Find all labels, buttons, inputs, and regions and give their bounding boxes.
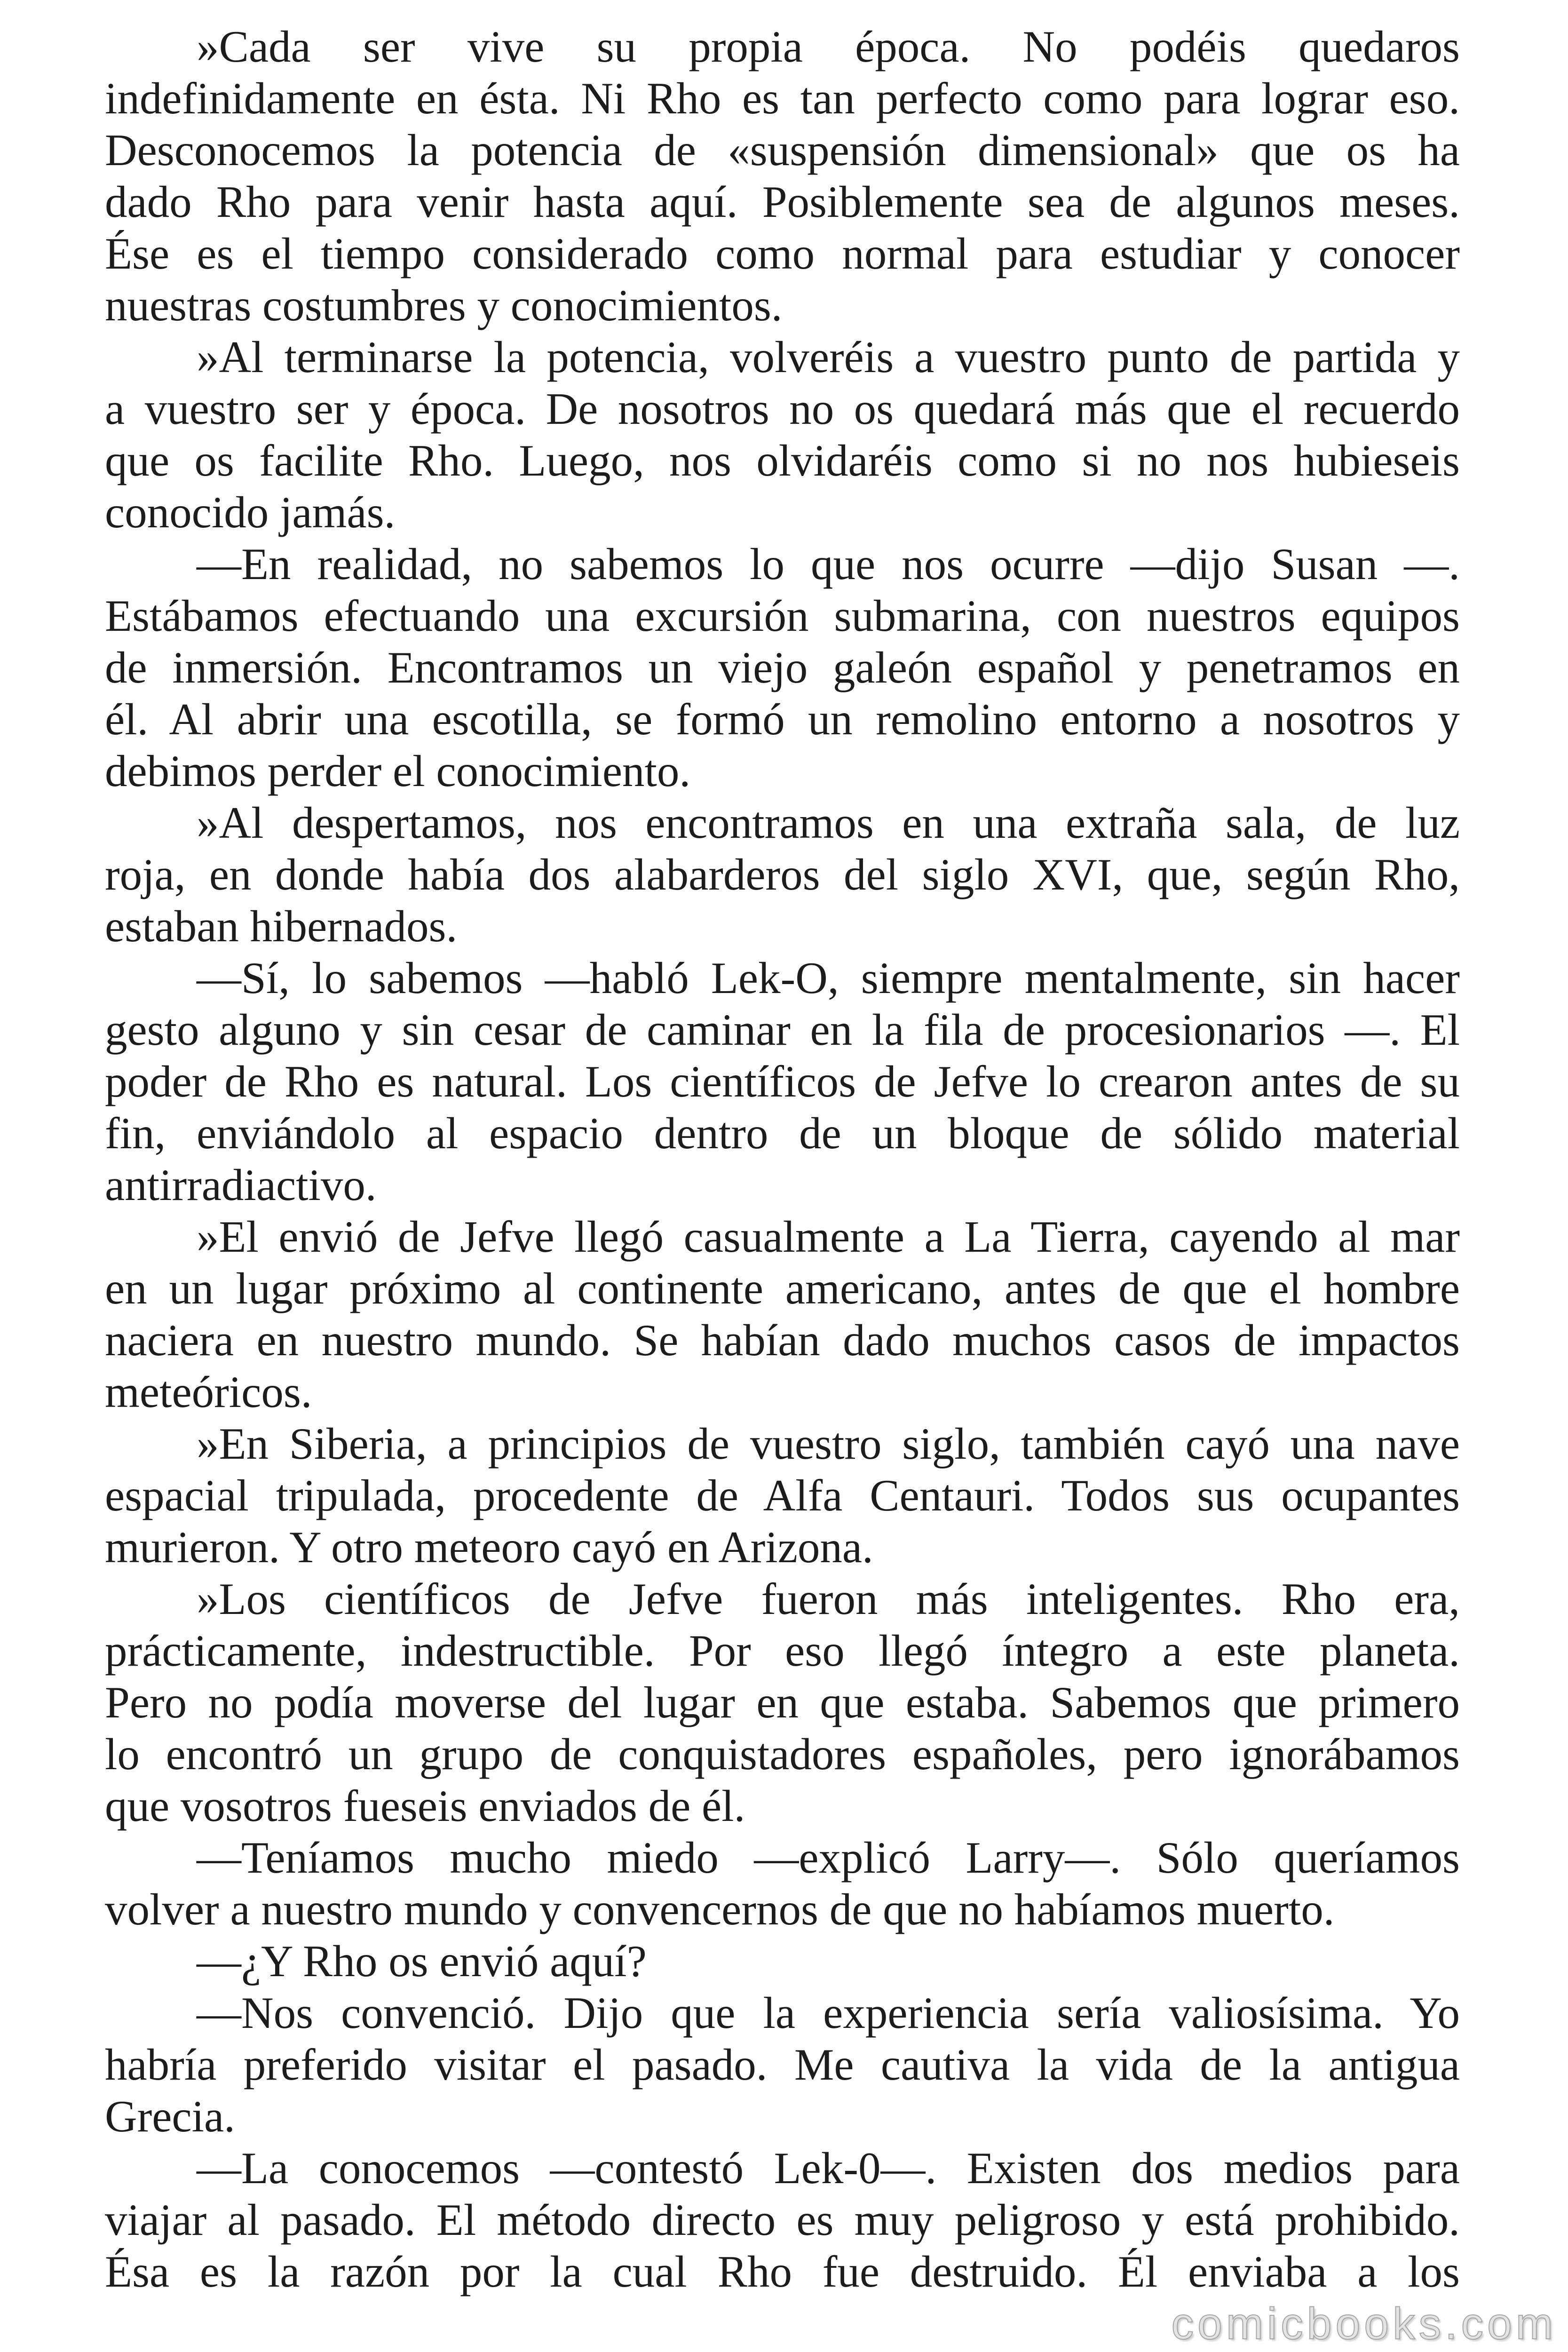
text-line: Ésa es la razón por la cual Rho fue destruido. Él enviaba a los [105, 2247, 1460, 2296]
text-line: —Nos convenció. Dijo que la experiencia sería valiosísima. Yo [197, 1988, 1460, 2038]
paragraph [105, 1418, 1460, 1573]
text-line: Grecia. [105, 2091, 235, 2141]
text-line: en un lugar próximo al continente americano, antes de que el hombre [105, 1263, 1460, 1313]
text-line: indefinidamente en ésta. Ni Rho es tan perfecto como para lograr eso. [105, 73, 1460, 123]
paragraph [105, 952, 1460, 1211]
text-line: habría preferido visitar el pasado. Me cautiva la vida de la antigua [105, 2040, 1460, 2090]
text-line: —La conocemos —contestó Lek-0—. Existen dos medios para [197, 2143, 1460, 2193]
text-line: gesto alguno y sin cesar de caminar en la fila de procesionarios —. El [105, 1005, 1460, 1055]
text-line: estaban hibernados. [105, 901, 458, 951]
text-line: lo encontró un grupo de conquistadores españoles, pero ignorábamos [105, 1729, 1460, 1779]
paragraph [105, 331, 1460, 538]
text-line: fin, enviándolo al espacio dentro de un bloque de sólido material [105, 1108, 1460, 1158]
text-line: prácticamente, indestructible. Por eso llegó íntegro a este planeta. [105, 1626, 1460, 1676]
text-line: antirradiactivo. [105, 1160, 377, 1210]
text-line: »En Siberia, a principios de vuestro siglo, también cayó una nave [197, 1419, 1460, 1469]
text-line: roja, en donde había dos alabarderos del siglo XVI, que, según Rho, [105, 850, 1460, 899]
text-line: debimos perder el conocimiento. [105, 746, 691, 796]
text-line: espacial tripulada, procedente de Alfa Centauri. Todos sus ocupantes [105, 1470, 1460, 1520]
text-line: »Los científicos de Jefve fueron más inteligentes. Rho era, [197, 1574, 1460, 1624]
text-line: naciera en nuestro mundo. Se habían dado muchos casos de impactos [105, 1315, 1460, 1365]
paragraph [105, 797, 1460, 952]
paragraph [105, 21, 1460, 331]
text-line: de inmersión. Encontramos un viejo galeón español y penetramos en [105, 643, 1460, 692]
text-line: »Cada ser vive su propia época. No podéis quedaros [197, 22, 1460, 72]
text-line: »Al despertamos, nos encontramos en una extraña sala, de luz [197, 798, 1460, 848]
text-line: —Teníamos mucho miedo —explicó Larry—. Sólo queríamos [197, 1833, 1460, 1883]
text-line: que vosotros fueseis enviados de él. [105, 1781, 745, 1831]
text-line: nuestras costumbres y conocimientos. [105, 280, 783, 330]
text-line: poder de Rho es natural. Los científicos de Jefve lo crearon antes de su [105, 1057, 1460, 1106]
text-line: viajar al pasado. El método directo es muy peligroso y está prohibido. [105, 2195, 1460, 2245]
text-line: volver a nuestro mundo y convencernos de que no habíamos muerto. [105, 1884, 1335, 1934]
paragraph [105, 2142, 1460, 2297]
text-line: Ése es el tiempo considerado como normal para estudiar y conocer [105, 229, 1460, 278]
text-line: —En realidad, no sabemos lo que nos ocurre —dijo Susan —. [197, 539, 1460, 589]
text-line: murieron. Y otro meteoro cayó en Arizona. [105, 1522, 873, 1572]
paragraph [105, 1987, 1460, 2142]
text-line: Pero no podía moverse del lugar en que estaba. Sabemos que primero [105, 1677, 1460, 1727]
text-line: Estábamos efectuando una excursión submarina, con nuestros equipos [105, 591, 1460, 641]
text-line: dado Rho para venir hasta aquí. Posiblemente sea de algunos meses. [105, 177, 1460, 227]
text-line: que os facilite Rho. Luego, nos olvidaréis como si no nos hubieseis [105, 436, 1460, 485]
text-line: él. Al abrir una escotilla, se formó un remolino entorno a nosotros y [105, 694, 1460, 744]
paragraph [105, 1573, 1460, 1832]
text-line: a vuestro ser y época. De nosotros no os quedará más que el recuerdo [105, 384, 1460, 434]
text-line: meteóricos. [105, 1367, 312, 1417]
text-line: Desconocemos la potencia de «suspensión dimensional» que os ha [105, 125, 1460, 175]
watermark: comicbooks.com [1171, 2299, 1557, 2349]
paragraph [105, 538, 1460, 797]
text-line: »Al terminarse la potencia, volveréis a vuestro punto de partida y [197, 332, 1460, 382]
paragraph [105, 1211, 1460, 1418]
text-line: »El envió de Jefve llegó casualmente a La Tierra, cayendo al mar [197, 1212, 1460, 1262]
text-line: conocido jamás. [105, 487, 396, 537]
text-line: —Sí, lo sabemos —habló Lek-O, siempre mentalmente, sin hacer [197, 953, 1460, 1003]
book-page-text [105, 21, 1460, 2297]
paragraph [105, 1935, 1460, 1987]
text-line: —¿Y Rho os envió aquí? [197, 1936, 647, 1986]
paragraph [105, 1832, 1460, 1935]
